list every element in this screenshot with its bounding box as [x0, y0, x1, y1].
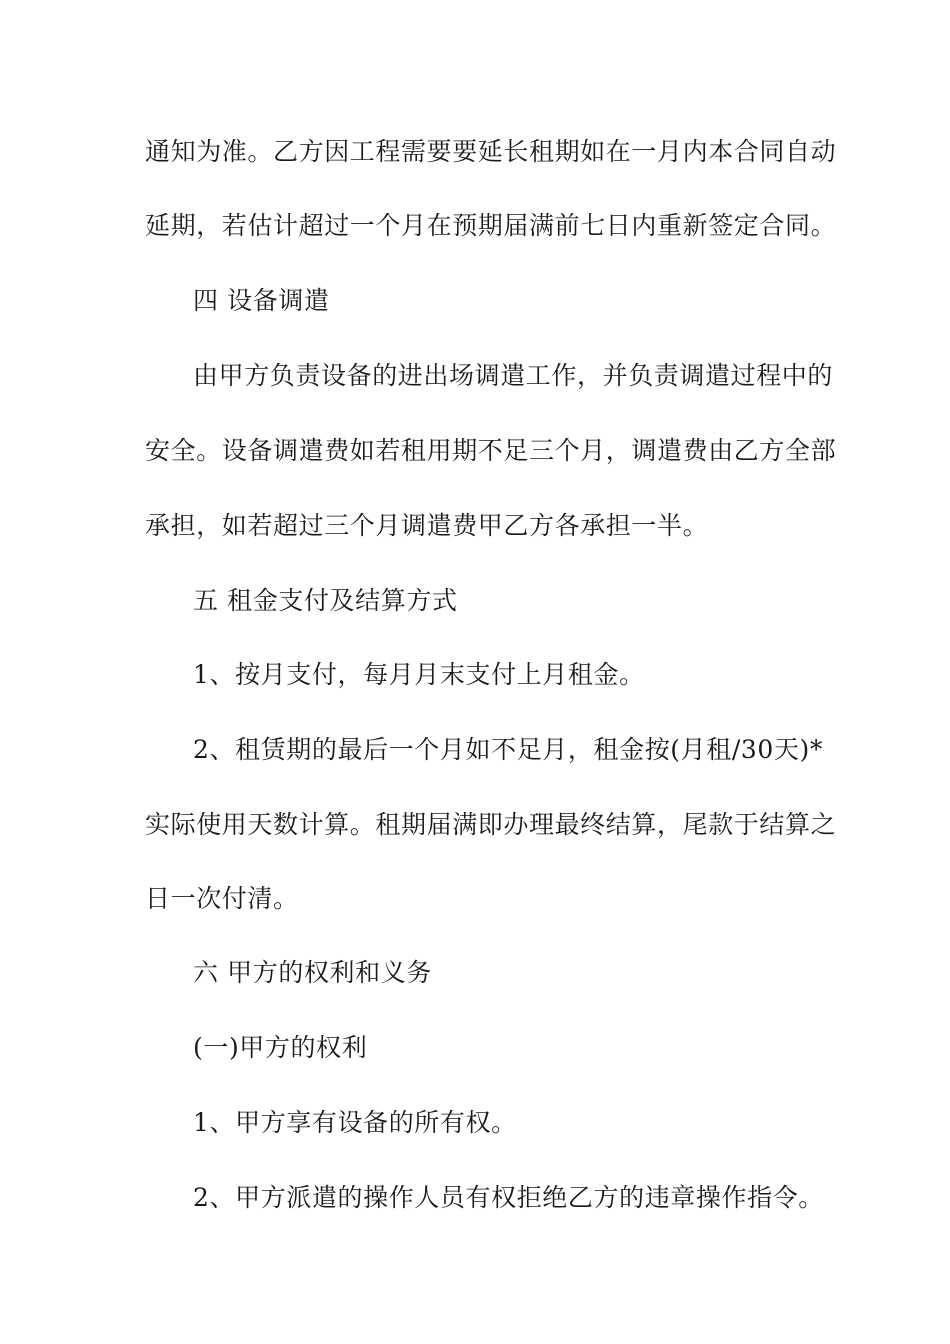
paragraph-line: 由甲方负责设备的进出场调遣工作，并负责调遣过程中的 [193, 361, 834, 390]
list-item: 1、甲方享有设备的所有权。 [193, 1108, 517, 1137]
paragraph-line: 安全。设备调遣费如若租用期不足三个月，调遣费由乙方全部 [145, 436, 837, 465]
paragraph-line: 日一次付清。 [145, 884, 299, 913]
paragraph-line: 延期，若估计超过一个月在预期届满前七日内重新签定合同。 [145, 211, 837, 240]
list-item: 2、甲方派遣的操作人员有权拒绝乙方的违章操作指令。 [193, 1183, 824, 1212]
subsection-heading: (一)甲方的权利 [193, 1033, 368, 1062]
paragraph-line: 承担，如若超过三个月调遣费甲乙方各承担一半。 [145, 511, 709, 540]
paragraph-line: 通知为准。乙方因工程需要要延长租期如在一月内本合同自动 [145, 137, 837, 166]
list-item: 1、按月支付，每月月末支付上月租金。 [193, 660, 645, 689]
list-item: 2、租赁期的最后一个月如不足月，租金按(月租/30天)* [193, 735, 823, 764]
section-heading: 五 租金支付及结算方式 [193, 586, 458, 615]
section-heading: 四 设备调遣 [193, 286, 330, 315]
paragraph-line: 实际使用天数计算。租期届满即办理最终结算，尾款于结算之 [145, 810, 837, 839]
section-heading: 六 甲方的权利和义务 [193, 958, 432, 987]
